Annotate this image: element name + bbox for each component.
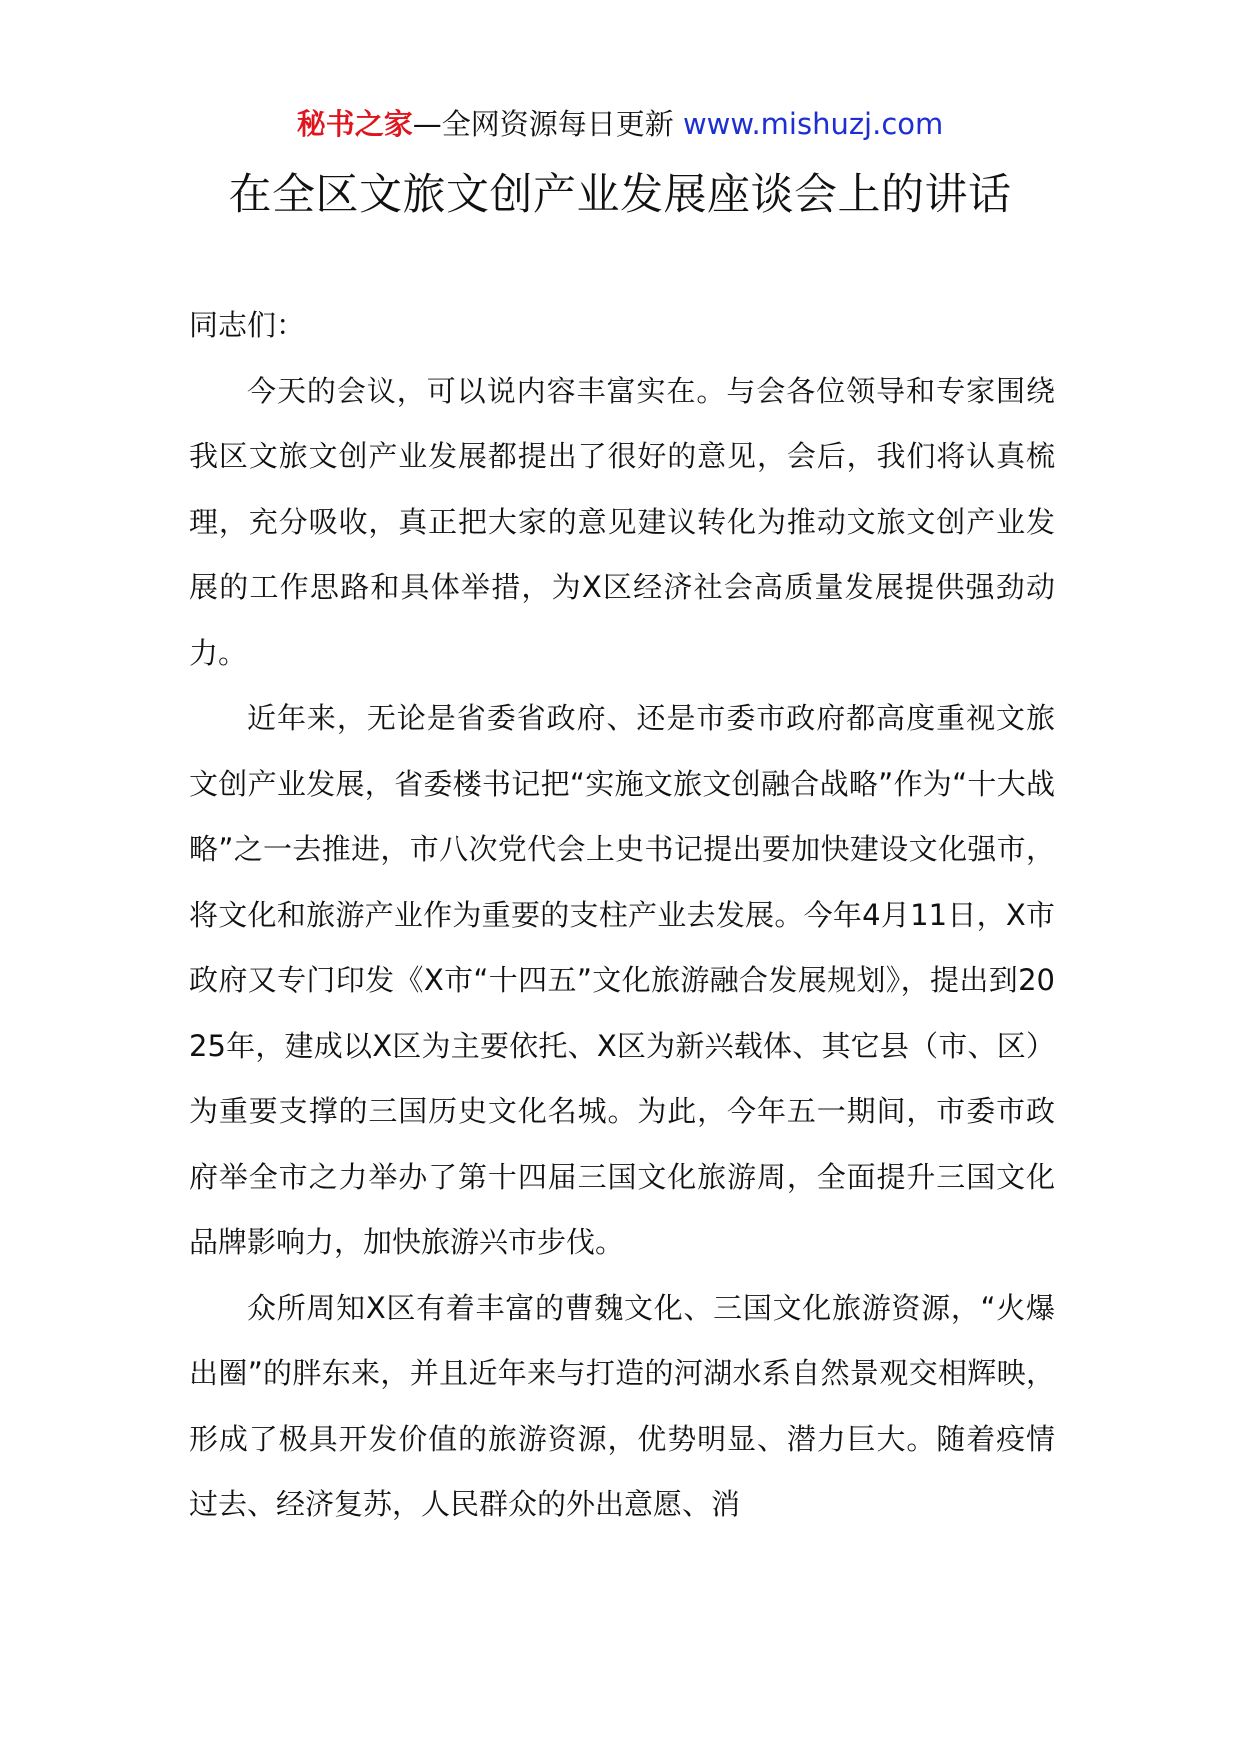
site-url-link[interactable]: www.mishuzj.com — [682, 107, 944, 141]
document-title: 在全区文旅文创产业发展座谈会上的讲话 — [228, 170, 1012, 220]
paragraph-3: 众所周知X区有着丰富的曹魏文化、三国文化旅游资源，“火爆出圈”的胖东来，并且近年来与打造的河湖水系自然景观交相辉映，形成了极具开发价值的旅游资源，优势明显、潜力巨大。随着疫情过去、经济复苏，人民群众的外出意愿、消 — [189, 1290, 1055, 1521]
site-header — [0, 102, 1240, 146]
site-brand: 秘书之家 — [296, 107, 413, 141]
site-slogan: —全网资源每日更新 — [412, 107, 683, 141]
paragraph-1: 今天的会议，可以说内容丰富实在。与会各位领导和专家围绕我区文旅文创产业发展都提出了很好的意见，会后，我们将认真梳理，充分吸收，真正把大家的意见建议转化为推动文旅文创产业发展的工作思路和具体举措，为X区经济社会高质量发展提供强劲动力。 — [189, 373, 1055, 670]
document-body — [189, 293, 1055, 1538]
greeting: 同志们： — [189, 308, 306, 342]
paragraph-2: 近年来，无论是省委省政府、还是市委市政府都高度重视文旅文创产业发展，省委楼书记把“实施文旅文创融合战略”作为“十大战略”之一去推进，市八次党代会上史书记提出要加快建设文化强市，将文化和旅游产业作为重要的支柱产业去发展。今年4月11日，X市政府又专门印发《X市“十四五”文化旅游融合发展规划》，提出到2025年，建成以X区为主要依托、X区为新兴载体、其它县（市、区）为重要支撑的三国历史文化名城。为此，今年五一期间，市委市政府举全市之力举办了第十四届三国文化旅游周，全面提升三国文化品牌影响力，加快旅游兴市步伐。 — [189, 701, 1055, 1259]
